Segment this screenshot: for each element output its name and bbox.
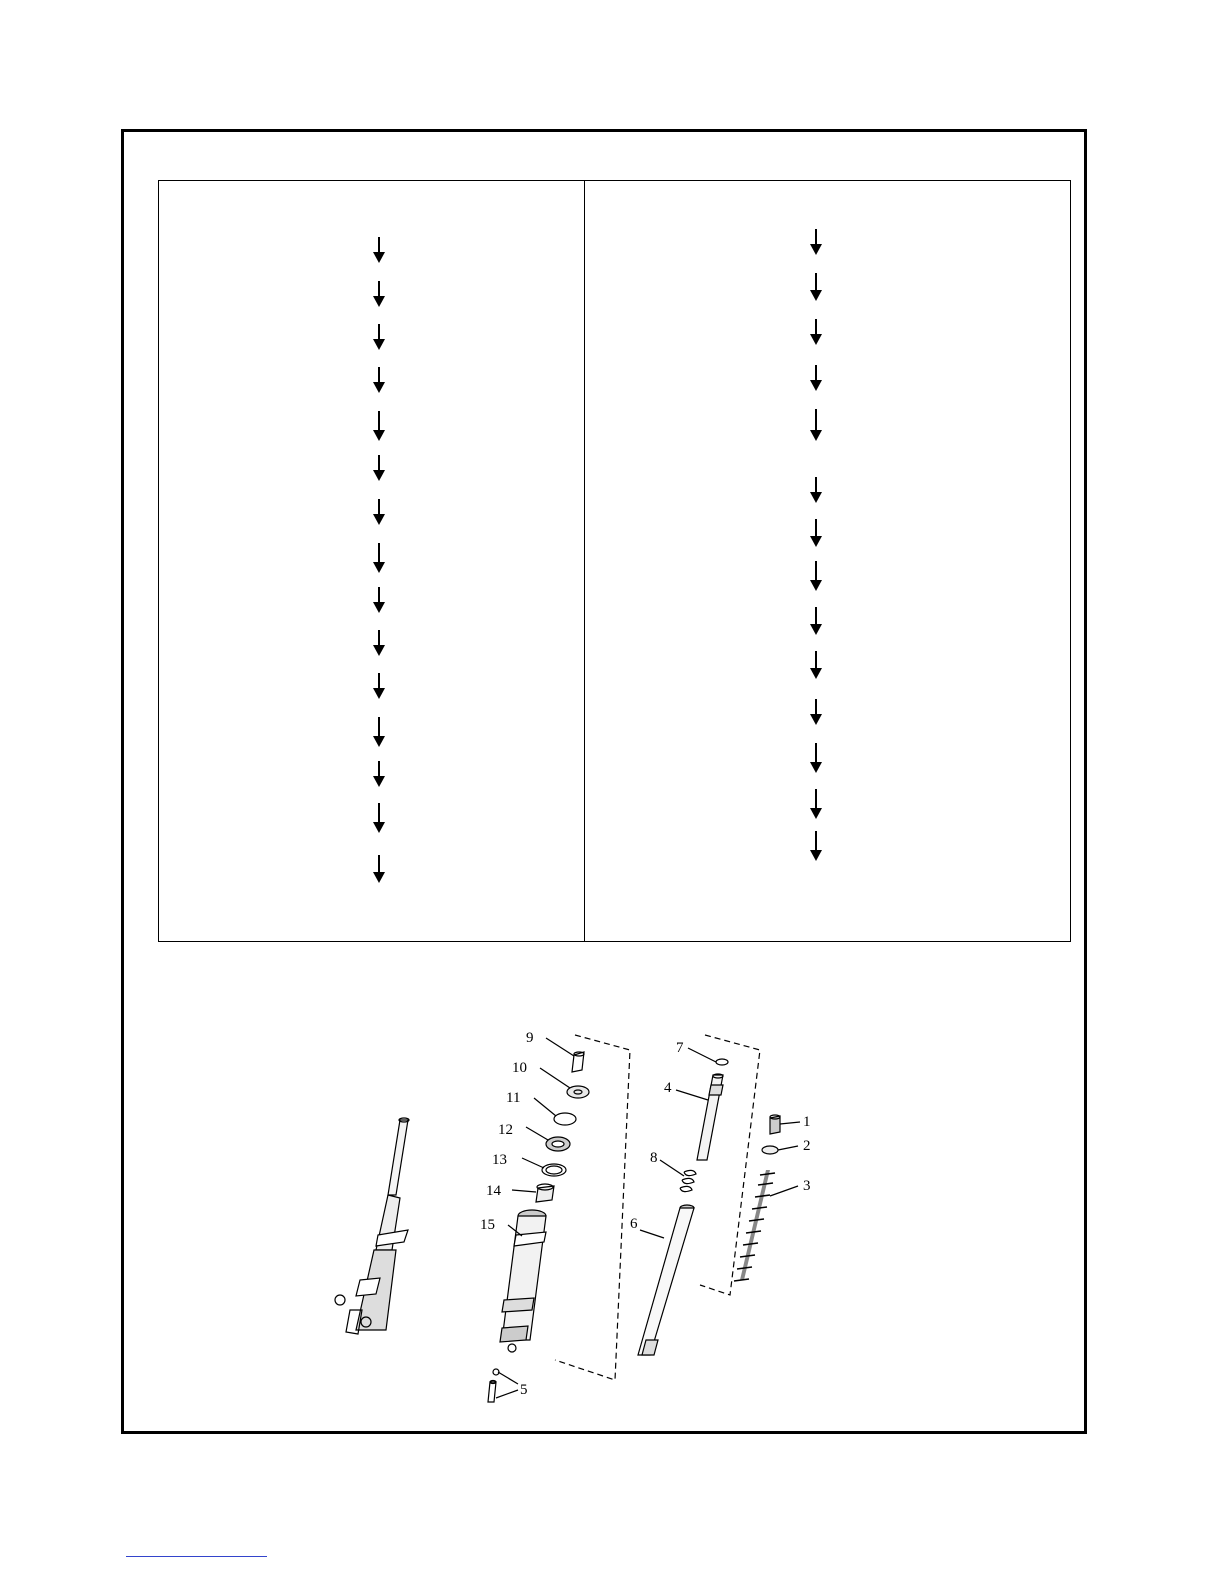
flow-arrow-icon (373, 803, 385, 833)
callout-6: 6 (630, 1216, 638, 1232)
callout-4: 4 (664, 1080, 672, 1096)
flow-arrow-icon (810, 477, 822, 503)
callout-1: 1 (803, 1114, 811, 1130)
callout-10: 10 (512, 1060, 527, 1076)
part-6-inner-tube (638, 1205, 694, 1355)
flow-arrow-icon (373, 324, 385, 350)
column-divider (584, 181, 585, 941)
procedure-flow-table (158, 180, 1071, 942)
callout-15: 15 (480, 1217, 495, 1233)
front-fork-exploded-diagram (300, 1010, 900, 1410)
flow-arrow-icon (810, 229, 822, 255)
flow-arrow-icon (810, 519, 822, 547)
part-4-damper-rod (697, 1074, 723, 1160)
callout-7: 7 (676, 1040, 684, 1056)
flow-arrow-icon (373, 673, 385, 699)
part-9-cap (572, 1052, 584, 1072)
callout-13: 13 (492, 1152, 507, 1168)
part-11-oring (554, 1113, 576, 1125)
flow-arrow-icon (373, 411, 385, 441)
part-10-washer (567, 1086, 589, 1098)
flow-arrow-icon (373, 499, 385, 525)
flow-arrow-icon (373, 855, 385, 883)
flow-arrow-icon (373, 281, 385, 307)
flow-arrow-icon (373, 237, 385, 263)
flow-arrow-icon (810, 789, 822, 819)
flow-arrow-icon (810, 651, 822, 679)
part-1-nut (770, 1115, 780, 1134)
callout-5: 5 (520, 1382, 528, 1398)
flow-arrow-icon (810, 319, 822, 345)
part-2-washer (762, 1146, 778, 1154)
flow-arrow-icon (373, 367, 385, 393)
callout-11: 11 (506, 1090, 521, 1106)
flow-arrow-icon (373, 543, 385, 573)
flow-arrow-icon (373, 630, 385, 656)
assembled-fork-leg (335, 1118, 409, 1334)
flow-arrow-icon (373, 455, 385, 481)
flow-arrow-icon (373, 717, 385, 747)
part-3-main-spring (734, 1170, 775, 1281)
flow-arrow-icon (810, 831, 822, 861)
callout-9: 9 (526, 1030, 534, 1046)
flow-arrow-icon (373, 587, 385, 613)
flow-arrow-icon (810, 561, 822, 591)
flow-arrow-icon (810, 699, 822, 725)
flow-arrow-icon (373, 761, 385, 787)
flow-arrow-icon (810, 607, 822, 635)
part-15-outer-tube (500, 1210, 546, 1352)
part-8-rebound-spring (680, 1170, 696, 1191)
part-7-ring (716, 1059, 728, 1065)
callout-3: 3 (803, 1178, 811, 1194)
flow-arrow-icon (810, 743, 822, 773)
callout-14: 14 (486, 1183, 501, 1199)
flow-arrow-icon (810, 409, 822, 441)
callout-12: 12 (498, 1122, 513, 1138)
flow-arrow-icon (810, 365, 822, 391)
callout-2: 2 (803, 1138, 811, 1154)
flow-arrow-icon (810, 273, 822, 301)
footer-link-underline[interactable] (126, 1556, 267, 1557)
callout-8: 8 (650, 1150, 658, 1166)
